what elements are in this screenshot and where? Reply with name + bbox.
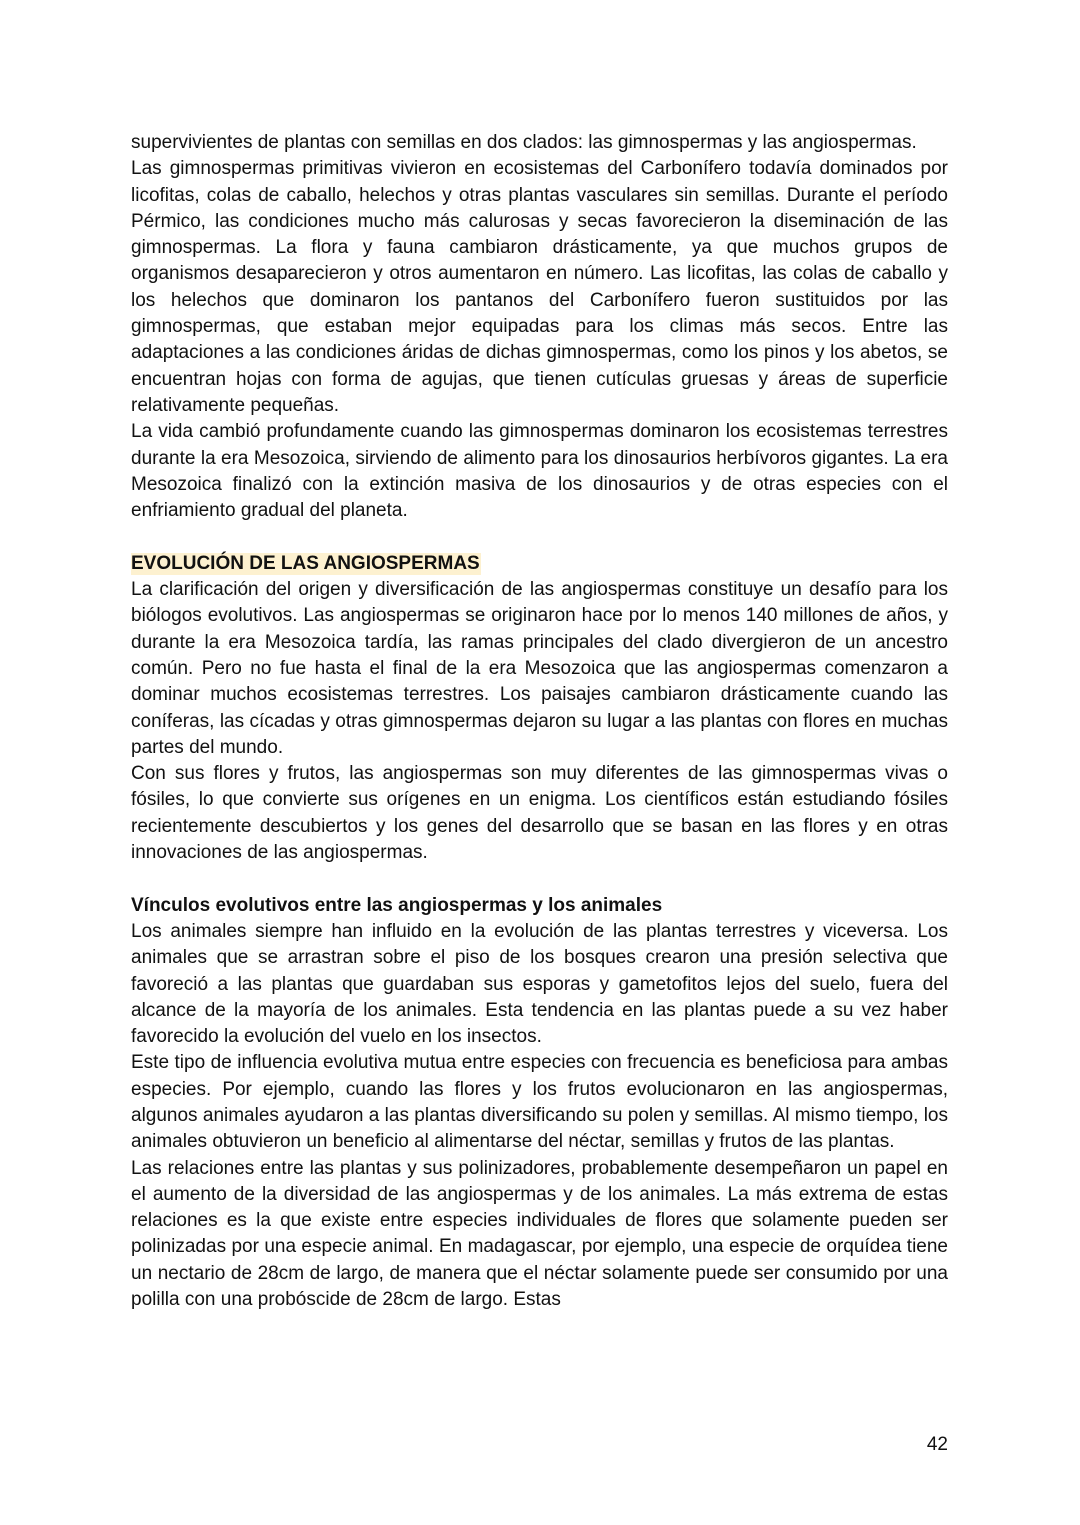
subsection-heading: Vínculos evolutivos entre las angiospermas y los animales	[131, 894, 663, 916]
paragraph-angiosperm-origin: La clarificación del origen y diversificación de las angiospermas constituye un desafío para los biólogos evolutivos. Las angiospermas se originaron hace por lo menos 140 millones de años, y durante la era Mesozoica tardía, las ramas principales del clado divergieron de un ancestro común. Pero no fue hasta el final de la era Mesozoica que las angiospermas comenzaron a dominar muchos ecosistemas terrestres. Los paisajes cambiaron drásticamente cuando las coníferas, las cícadas y otras gimnospermas dejaron su lugar a las plantas con flores en muchas partes del mundo.	[131, 579, 948, 758]
spacer	[131, 524, 948, 550]
paragraph-intro-continuation: supervivientes de plantas con semillas en dos clados: las gimnospermas y las angiospermas.	[131, 132, 917, 153]
paragraph-mesozoic: La vida cambió profundamente cuando las gimnospermas dominaron los ecosistemas terrestres durante la era Mesozoica, sirviendo de alimento para los dinosaurios herbívoros gigantes. La era Mesozoica finalizó con la extinción masiva de los dinosaurios y de otras especies con el enfriamiento gradual del planeta.	[131, 421, 948, 522]
paragraph-angiosperm-enigma: Con sus flores y frutos, las angiospermas son muy diferentes de las gimnospermas vivas o fósiles, lo que convierte sus orígenes en un enigma. Los científicos están estudiando fósiles recientemente descubiertos y los genes del desarrollo que se basan en las flores y en otras innovaciones de las angiospermas.	[131, 763, 948, 864]
paragraph-early-gymnosperms: Las gimnospermas primitivas vivieron en ecosistemas del Carbonífero todavía dominados por licofitas, colas de caballo, helechos y otras plantas vasculares sin semillas. Durante el período Pérmico, las condiciones mucho más calurosas y secas favorecieron la diseminación de las gimnospermas. La flora y fauna cambiaron drásticamente, ya que muchos grupos de organismos desaparecieron y otros aumentaron en número. Las licofitas, las colas de caballo y los helechos que dominaron los pantanos del Carbonífero fueron sustituidos por las gimnospermas, que estaban mejor equipadas para los climas más secos. Entre las adaptaciones a las condiciones áridas de dichas gimnospermas, como los pinos y los abetos, se encuentran hojas con forma de agujas, que tienen cutículas gruesas y áreas de superficie relativamente pequeñas.	[131, 158, 948, 416]
paragraph-pollinators: Las relaciones entre las plantas y sus polinizadores, probablemente desempeñaron un papel en el aumento de la diversidad de las angiospermas y de los animales. La más extrema de estas relaciones es la que existe entre especies individuales de flores que solamente pueden ser polinizadas por una especie animal. En madagascar, por ejemplo, una especie de orquídea tiene un nectario de 28cm de largo, de manera que el néctar solamente puede ser consumido por una polilla con una probóscide de 28cm de largo. Estas	[131, 1157, 948, 1311]
paragraph-mutual-influence: Este tipo de influencia evolutiva mutua entre especies con frecuencia es beneficiosa para ambas especies. Por ejemplo, cuando las flores y los frutos evolucionaron en las angiospermas, algunos animales ayudaron a las plantas diversificando su polen y semillas. Al mismo tiempo, los animales obtuvieron un beneficio al alimentarse del néctar, semillas y frutos de las plantas.	[131, 1052, 948, 1153]
document-page	[131, 130, 948, 1313]
spacer	[131, 866, 948, 892]
paragraph-animal-influence: Los animales siempre han influido en la evolución de las plantas terrestres y viceversa. Los animales que se arrastran sobre el piso de los bosques crearon una presión selectiva que favoreció a las plantas que guardaban sus esporas y gametofitos lejos del suelo, fuera del alcance de la mayoría de los animales. Esta tendencia en las plantas puede a su vez haber favorecido la evolución del vuelo en los insectos.	[131, 920, 948, 1048]
page-number: 42	[926, 1434, 948, 1455]
section-heading	[131, 551, 948, 577]
section-heading-text: EVOLUCIÓN DE LAS ANGIOSPERMAS	[131, 552, 480, 574]
